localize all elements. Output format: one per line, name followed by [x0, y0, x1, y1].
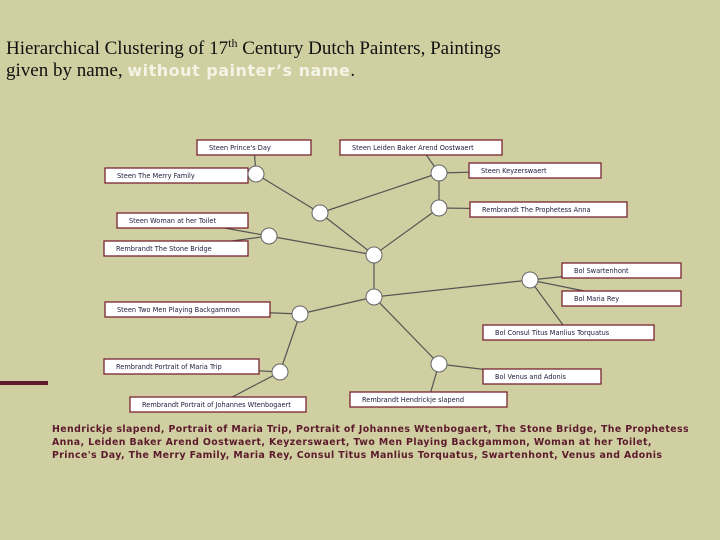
tree-leaf-box [340, 140, 502, 155]
tree-edge [374, 208, 439, 255]
leaf-label: Rembrandt The Prophetess Anna [482, 206, 591, 214]
tree-edge [256, 174, 320, 213]
leaf-label: Rembrandt Hendrickje slapend [362, 396, 465, 404]
tree-leaf-box [562, 291, 681, 306]
tree-node-circle [522, 272, 538, 288]
tree-leaf-box [470, 202, 627, 217]
title-superscript: th [228, 36, 238, 50]
tree-edge [280, 314, 300, 372]
tree-node-circle [431, 165, 447, 181]
tree-node-circle [366, 289, 382, 305]
tree-node-circle [431, 356, 447, 372]
leaf-label: Steen Keyzerswaert [481, 167, 547, 175]
tree-leaf-box [105, 302, 270, 317]
tree-leaf-box [104, 241, 248, 256]
title-line1-part2: Century Dutch Painters, Paintings [237, 38, 501, 59]
leaf-label: Steen Woman at her Toilet [129, 217, 217, 225]
tree-node-circle [292, 306, 308, 322]
leaf-label: Bol Venus and Adonis [495, 373, 566, 381]
tree-leaf-box [469, 163, 601, 178]
title-line2-part1: given by name, [6, 60, 128, 81]
tree-leaves [104, 140, 681, 412]
tree-leaf-box [130, 397, 306, 412]
tree-leaf-box [117, 213, 248, 228]
tree-edge [320, 213, 374, 255]
tree-edge [320, 173, 439, 213]
tree-leaf-box [197, 140, 311, 155]
tree-leaf-box [104, 359, 259, 374]
tree-leaf-box [350, 392, 507, 407]
leaf-label: Rembrandt The Stone Bridge [116, 245, 212, 253]
tree-leaf-box [562, 263, 681, 278]
leaf-label: Steen The Merry Family [117, 172, 195, 180]
tree-leaf-box [483, 369, 601, 384]
tree-node-circle [312, 205, 328, 221]
leaf-label: Steen Prince's Day [209, 144, 271, 152]
tree-node-circle [248, 166, 264, 182]
tree-node-circle [261, 228, 277, 244]
leaf-label: Rembrandt Portrait of Johannes Wtenbogaert [142, 401, 291, 409]
tree-nodes [248, 165, 538, 380]
leaf-label: Steen Leiden Baker Arend Oostwaert [352, 144, 474, 152]
leaf-label: Steen Two Men Playing Backgammon [117, 306, 240, 314]
tree-leaf-box [105, 168, 248, 183]
title-line1-part1: Hierarchical Clustering of 17 [6, 38, 229, 59]
painting-list-caption: Hendrickje slapend, Portrait of Maria Trip, Portrait of Johannes Wtenbogaert, The Stone Bridge, The Prophetess Anna, Leiden Baker Arend Oostwaert, Keyzerswaert, Two Men Playing Backgammon, Woman at her Toilet, Prince's Day, The Merry Family, Maria Rey, Consul Titus Manlius Torquatus, Swartenhont, Venus and Adonis [52, 424, 689, 461]
tree-leaf-box [483, 325, 654, 340]
leaf-label: Bol Maria Rey [574, 295, 620, 303]
title-line2-part2: . [350, 60, 356, 81]
title-emphasis: without painter’s name [127, 61, 351, 80]
tree-node-circle [272, 364, 288, 380]
tree-node-circle [431, 200, 447, 216]
tree-edge [269, 236, 374, 255]
tree-node-circle [366, 247, 382, 263]
tree-edge [300, 297, 374, 314]
tree-edge [374, 297, 439, 364]
tree-edge [374, 280, 530, 297]
leaf-label: Bol Swartenhont [574, 267, 629, 275]
leaf-label: Rembrandt Portrait of Maria Trip [116, 363, 222, 371]
leaf-label: Bol Consul Titus Manlius Torquatus [495, 329, 610, 337]
